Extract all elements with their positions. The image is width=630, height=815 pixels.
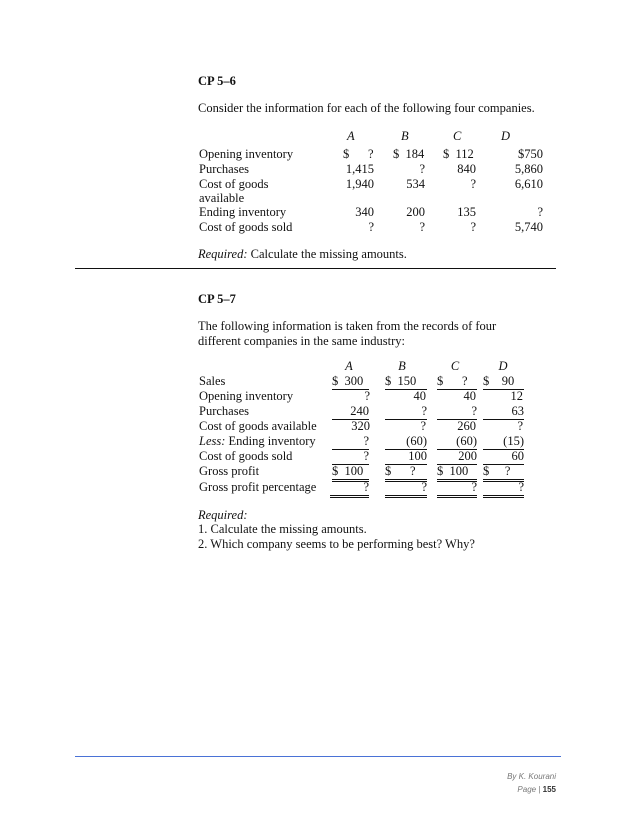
- footer-page-number: 155: [542, 785, 556, 794]
- cp56-cell: 6,610: [514, 177, 543, 191]
- cp56-header-a: A: [347, 129, 355, 143]
- cp57-row-label: Sales: [199, 374, 226, 388]
- cp56-cell: $ 112: [443, 147, 474, 161]
- cp56-cell: 534: [406, 177, 425, 191]
- cp57-cell: $ ?: [437, 374, 477, 390]
- cp56-cell: 840: [457, 162, 476, 176]
- cp57-cell: $ 150: [385, 374, 427, 390]
- cp57-cell: 40: [413, 389, 426, 403]
- cp56-required: [198, 247, 407, 262]
- cp57-cell: 240: [332, 404, 369, 420]
- cp57-required-label: Required:: [198, 508, 248, 522]
- cp56-header-c: C: [453, 129, 462, 143]
- cp57-row-label: Cost of goods sold: [199, 449, 293, 463]
- cp57-row-label: Opening inventory: [199, 389, 294, 403]
- cp56-cell: 200: [406, 205, 425, 219]
- cp57-cell: ?: [437, 404, 477, 420]
- cp57-header-d: D: [498, 359, 508, 373]
- cp56-row-label: Ending inventory: [199, 205, 287, 219]
- cp57-cell: ?: [330, 480, 369, 498]
- cp56-required-text: Calculate the missing amounts.: [247, 247, 407, 261]
- cp57-intro-line1: The following information is taken from the records of four: [198, 319, 497, 333]
- cp57-cell: 40: [463, 389, 476, 403]
- cp56-required-label: Required:: [198, 247, 248, 261]
- footer-page: [400, 785, 556, 794]
- cp57-cell: $ 300: [332, 374, 369, 390]
- cp57-cell: ?: [332, 449, 369, 465]
- cp57-cell: ?: [385, 404, 427, 420]
- cp57-row-label: Gross profit percentage: [199, 480, 317, 494]
- cp57-header-c: C: [450, 359, 460, 373]
- cp57-row-label: Purchases: [199, 404, 249, 418]
- cp57-cell: $ 100: [437, 464, 477, 482]
- cp56-header-b: B: [401, 129, 409, 143]
- cp56-cell: ?: [419, 162, 425, 176]
- cp57-cell: 260: [457, 419, 476, 433]
- cp57-cell: (60): [385, 434, 427, 450]
- cp56-cell: 5,860: [514, 162, 543, 176]
- cp57-title: CP 5–7: [198, 292, 236, 306]
- cp57-cell: ?: [364, 389, 370, 403]
- cp57-cell: ?: [420, 419, 426, 433]
- cp56-intro: Consider the information for each of the following four companies.: [198, 101, 535, 115]
- footer-page-label: Page |: [517, 785, 541, 794]
- cp56-row-label-cont: available: [199, 191, 245, 205]
- cp57-cell: ?: [483, 480, 524, 498]
- cp57-intro-line2: different companies in the same industry:: [198, 334, 406, 348]
- cp57-less-label: Less:: [199, 434, 226, 448]
- cp57-cell: ?: [437, 480, 477, 498]
- cp57-cell: ?: [332, 434, 369, 450]
- cp57-header-b: B: [398, 359, 406, 373]
- cp56-cell: 5,740: [514, 220, 543, 234]
- cp56-cell: $750: [518, 147, 543, 161]
- cp57-cell: 63: [483, 404, 524, 420]
- footer-rule: [75, 756, 561, 757]
- cp57-header-a: A: [345, 359, 353, 373]
- cp56-cell: 1,415: [345, 162, 374, 176]
- cp57-row-label: Gross profit: [199, 464, 260, 478]
- cp57-cell: 12: [510, 389, 523, 403]
- cp56-row-label: Opening inventory: [199, 147, 294, 161]
- cp56-cell: 135: [457, 205, 476, 219]
- cp57-cell: (60): [437, 434, 477, 450]
- cp56-row-label: Cost of goods sold: [199, 220, 293, 234]
- cp56-cell: ?: [419, 220, 425, 234]
- cp57-cell: 320: [351, 419, 370, 433]
- cp57-row-label: [199, 434, 316, 449]
- cp56-cell: $ ?: [343, 147, 374, 161]
- cp56-row-label: Purchases: [199, 162, 249, 176]
- cp57-cell: 100: [385, 449, 427, 465]
- cp57-row-label: Cost of goods available: [199, 419, 317, 433]
- cp57-cell: ?: [385, 480, 427, 498]
- cp56-cell: ?: [470, 220, 476, 234]
- cp57-cell: $ 90: [483, 374, 524, 390]
- cp57-cell: ?: [517, 419, 523, 433]
- section-divider: [75, 268, 556, 269]
- cp57-cell: (15): [483, 434, 524, 450]
- cp56-cell: ?: [537, 205, 543, 219]
- cp56-header-d: D: [501, 129, 511, 143]
- cp57-question-1: 1. Calculate the missing amounts.: [198, 522, 367, 536]
- cp57-question-2: 2. Which company seems to be performing best? Why?: [198, 537, 475, 551]
- cp56-cell: 1,940: [345, 177, 374, 191]
- cp57-cell: 200: [437, 449, 477, 465]
- cp57-cell: $ 100: [332, 464, 369, 482]
- cp56-row-label: Cost of goods: [199, 177, 269, 191]
- cp56-cell: ?: [368, 220, 374, 234]
- cp57-cell: 60: [483, 449, 524, 465]
- cp56-cell: $ 184: [393, 147, 425, 161]
- cp56-title: CP 5–6: [198, 74, 236, 88]
- cp56-cell: ?: [470, 177, 476, 191]
- cp57-cell: $ ?: [483, 464, 524, 482]
- cp57-ending-label: Ending inventory: [225, 434, 316, 448]
- cp57-cell: $ ?: [385, 464, 427, 482]
- footer-author: By K. Kourani: [507, 772, 556, 781]
- cp56-cell: 340: [355, 205, 374, 219]
